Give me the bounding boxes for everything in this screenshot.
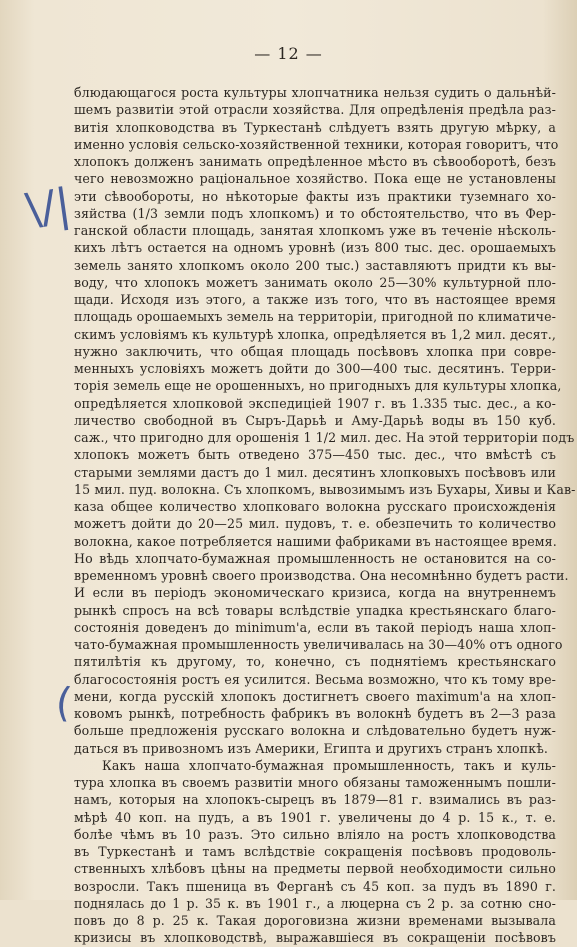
text-line: временномъ уровнѣ своего производства. Она несомнѣнно будетъ расти.: [74, 568, 569, 583]
text-line: чато-бумажная промышленность увеличивалась на 30—40% отъ одного: [74, 637, 563, 652]
text-line: эти сѣвообороты, но нѣкоторые факты изъ практики туземнаго хо-: [74, 188, 556, 204]
text-line: больше предложенія русскаго волокна и слѣдовательно будетъ нуж-: [74, 723, 556, 739]
text-line: щади. Исходя изъ этого, а также изъ того, что въ настоящее время: [74, 292, 556, 307]
text-line: можетъ дойти до 20—25 мил. пудовъ, т. е. обезпечить то количество: [74, 516, 556, 532]
page-number: — 12 —: [254, 44, 323, 63]
text-line: мѣрѣ 40 коп. на пудъ, а въ 1901 г. увеличены до 4 р. 15 к., т. е.: [74, 809, 556, 825]
text-line: опредѣляется хлопковой экспедиціей 1907 г. въ 1.335 тыс. дес., а ко-: [74, 395, 556, 411]
handwritten-margin-bracket: (: [53, 679, 74, 727]
text-line: старыми землями дастъ до 1 мил. десятинъ хлопковыхъ посѣвовъ или: [74, 464, 556, 480]
text-line: ковомъ рынкѣ, потребность фабрикъ въ волокнѣ будетъ въ 2—3 раза: [74, 706, 556, 721]
text-line: мени, когда русскій хлопокъ достигнетъ своего maximum'a на хлоп-: [74, 688, 556, 704]
text-line: волокна, какое потребляется нашими фабриками въ настоящее время.: [74, 533, 557, 549]
text-line: ганской области площадь, занятая хлопкомъ уже въ теченіе нѣсколь-: [74, 223, 556, 238]
text-line: кризисы въ хлопководствѣ, выражавшіеся въ сокращеніи посѣвовъ: [74, 930, 556, 946]
text-line: благосостоянія ростъ ея усилится. Весьма возможно, что къ тому вре-: [74, 671, 556, 687]
text-line: 15 мил. пуд. волокна. Съ хлопкомъ, вывозимымъ изъ Бухары, Хивы и Кав-: [74, 481, 576, 497]
text-line: каза общее количество хлопковаго волокна русскаго происхожденія: [74, 499, 556, 514]
handwritten-margin-mark: \/|: [22, 179, 74, 236]
text-line: въ Туркестанѣ и тамъ вслѣдствіе сокращенія посѣвовъ продоволь-: [74, 844, 556, 859]
text-line: личество свободной въ Сыръ-Дарьѣ и Аму-Дарьѣ воды въ 150 куб.: [74, 412, 556, 428]
text-line: витія хлопководства въ Туркестанѣ слѣдуетъ взять другую мѣрку, а: [74, 119, 556, 135]
text-line: зяйства (1/3 земли подъ хлопкомъ) и то обстоятельство, что въ Фер-: [74, 205, 556, 221]
text-line: именно условія сельско-хозяйственной техники, которая говоритъ, что: [74, 136, 559, 152]
text-line: нужно заключить, что общая площадь посѣвовъ хлопка при совре-: [74, 343, 556, 359]
text-line: земель занято хлопкомъ около 200 тыс.) заставляютъ придти къ вы-: [74, 257, 556, 273]
text-line: состоянія доведенъ до minimum'a, если въ такой періодъ наша хлоп-: [74, 619, 556, 635]
text-line: шемъ развитіи этой отрасли хозяйства. Для опредѣленія предѣла раз-: [74, 102, 556, 118]
text-line: намъ, которыя на хлопокъ-сырецъ въ 1879—81 г. взимались въ раз-: [74, 792, 556, 808]
text-line: даться въ привозномъ изъ Америки, Египта и другихъ странъ хлопкѣ.: [74, 740, 548, 756]
text-line: поднялась до 1 р. 35 к. въ 1901 г., а люцерна съ 2 р. за сотню сно-: [74, 895, 556, 911]
text-line: болѣе чѣмъ въ 10 разъ. Это сильно вліяло на ростъ хлопководства: [74, 826, 556, 842]
text-line: Но вѣдь хлопчато-бумажная промышленность не остановится на со-: [74, 550, 556, 566]
text-line: воду, что хлопокъ можетъ занимать около 25—30% культурной пло-: [74, 274, 556, 290]
text-line: хлопокъ можетъ быть отведено 375—450 тыс. дес., что вмѣстѣ съ: [74, 447, 556, 463]
text-line: скимъ условіямъ къ культурѣ хлопка, опредѣляется въ 1,2 мил. десят.,: [74, 326, 556, 342]
text-line: рынкѣ спросъ на всѣ товары вслѣдствіе упадка крестьянскаго благо-: [74, 602, 556, 618]
text-line: возросли. Такъ пшеница въ Ферганѣ съ 45 коп. за пудъ въ 1890 г.: [74, 878, 556, 894]
text-line: Какъ наша хлопчато-бумажная промышленность, такъ и куль-: [102, 757, 556, 773]
text-line: площадь орошаемыхъ земель на территоріи, пригодной по климатиче-: [74, 309, 556, 325]
text-line: саж., что пригодно для орошенія 1 1/2 мил. дес. На этой территоріи подъ: [74, 430, 575, 445]
text-line: менныхъ условіяхъ можетъ дойти до 300—400 тыс. десятинъ. Терри-: [74, 361, 556, 376]
body-text: [74, 84, 576, 947]
text-line: тура хлопка въ своемъ развитіи много обязаны таможеннымъ пошли-: [74, 775, 556, 790]
text-line: блюдающагося роста культуры хлопчатника нельзя судить о дальнѣй-: [74, 85, 556, 100]
text-line: ственныхъ хлѣбовъ цѣны на предметы первой необходимости сильно: [74, 861, 556, 877]
text-line: хлопокъ долженъ занимать опредѣленное мѣсто въ сѣвооборотѣ, безъ: [74, 154, 556, 169]
text-line: повъ до 8 р. 25 к. Такая дороговизна жизни временами вызывала: [74, 913, 556, 928]
text-line: чего невозможно раціональное хозяйство. Пока еще не установлены: [74, 171, 556, 187]
text-line: пятилѣтія къ другому, то, конечно, съ поднятіемъ крестьянскаго: [74, 654, 556, 670]
text-line: торія земель еще не орошенныхъ, но пригодныхъ для культуры хлопка,: [74, 378, 562, 394]
text-line: И если въ періодъ экономическаго кризиса, когда на внутреннемъ: [74, 585, 556, 601]
text-line: кихъ лѣтъ остается на одномъ уровнѣ (изъ 800 тыс. дес. орошаемыхъ: [74, 240, 556, 256]
